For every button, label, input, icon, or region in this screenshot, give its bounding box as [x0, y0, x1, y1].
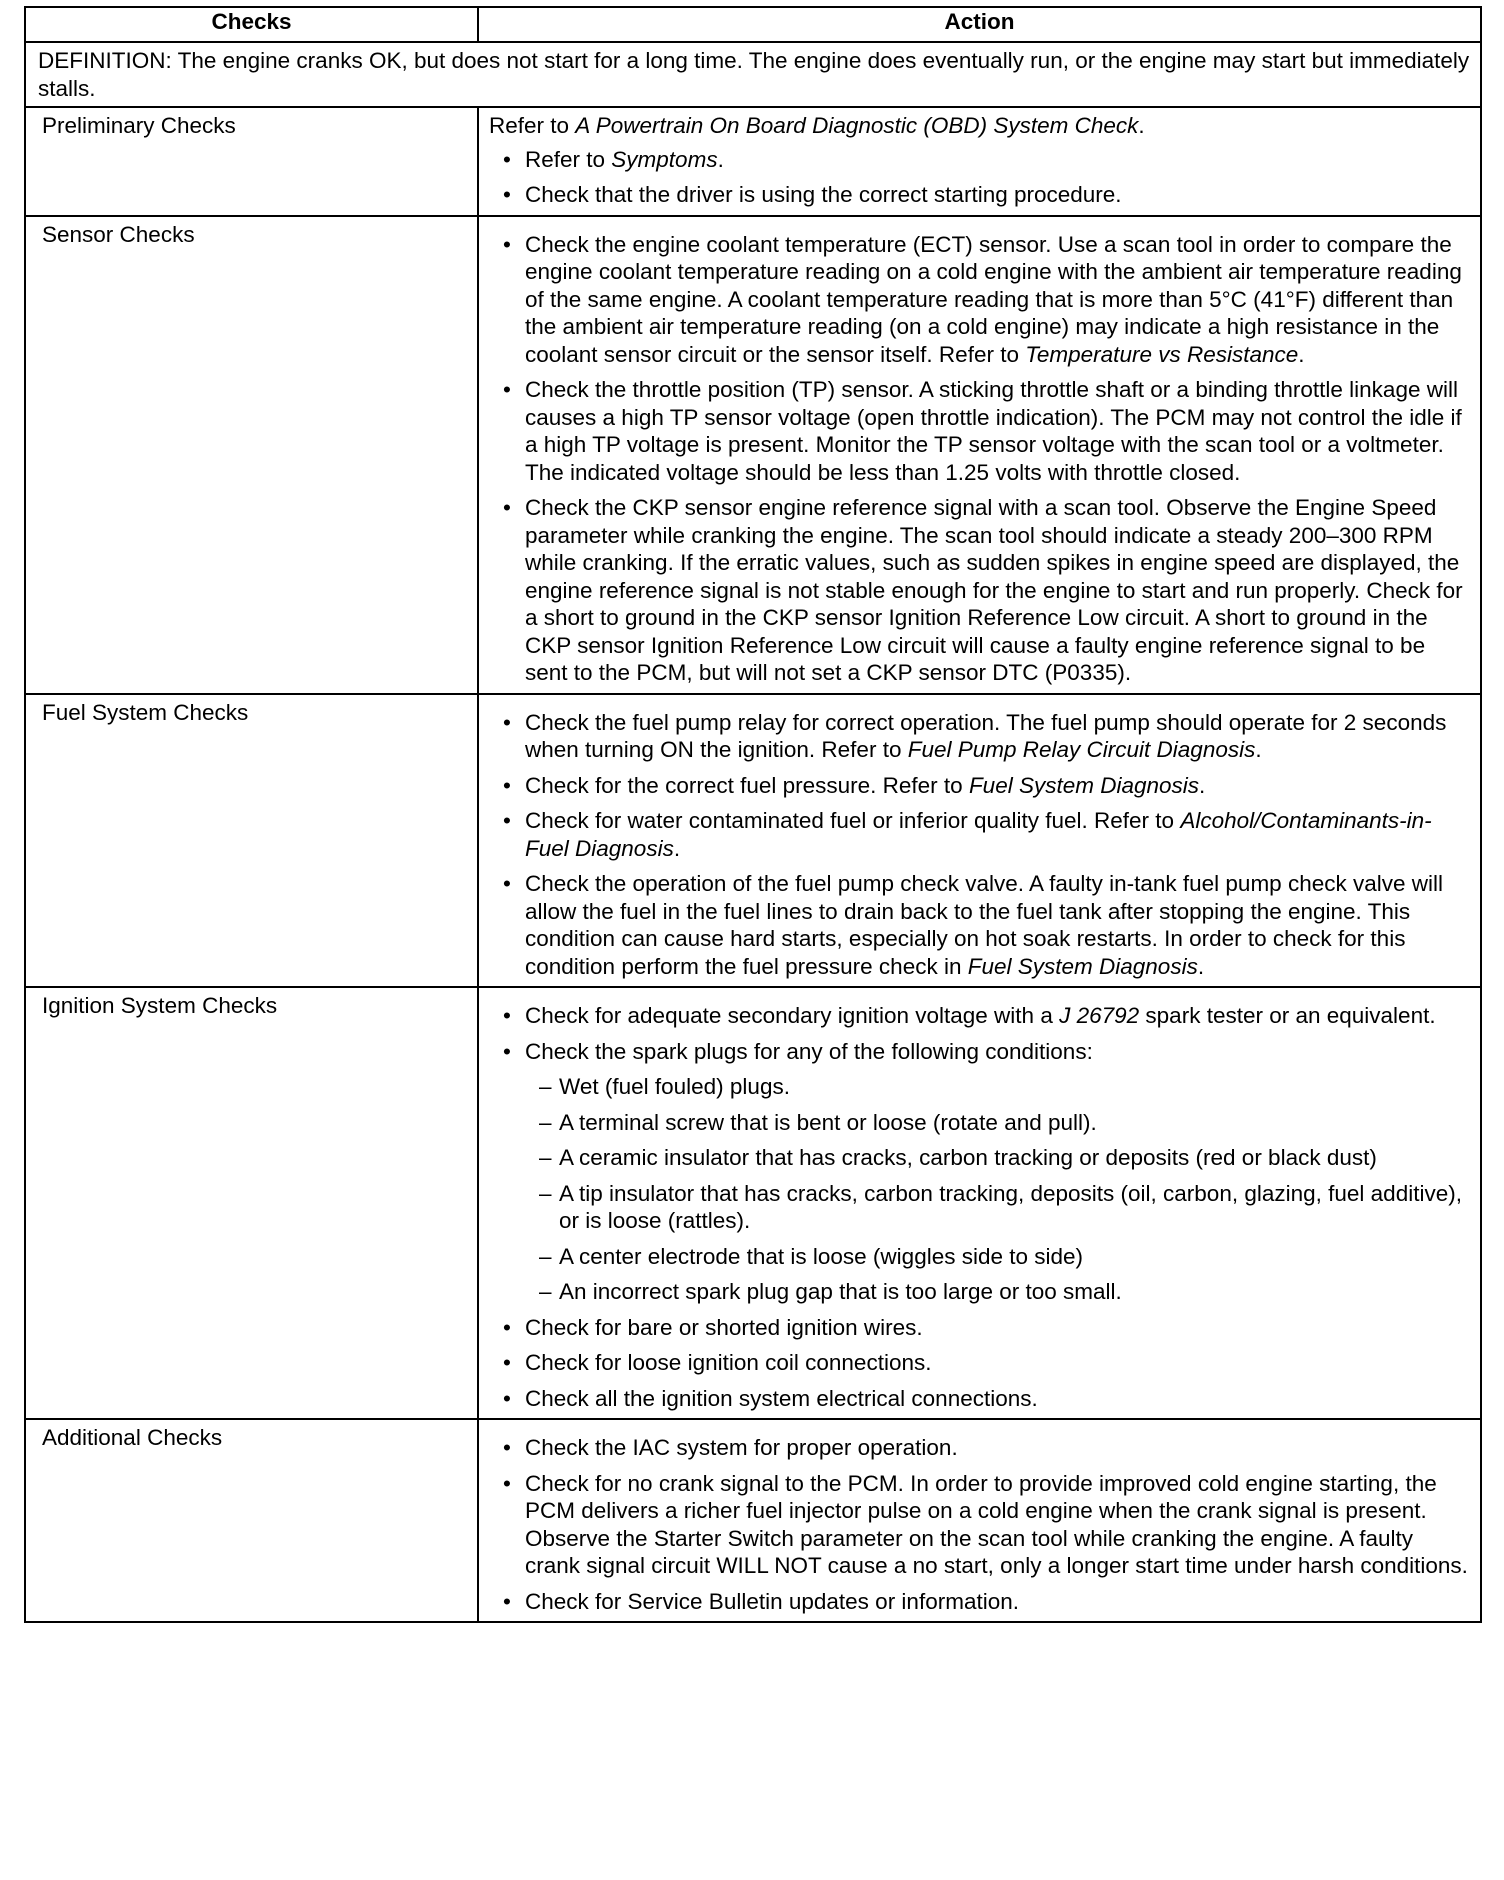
item-end: .: [673, 835, 681, 861]
ignition-system-checks-label: Ignition System Checks: [25, 987, 478, 1419]
bullet-icon: •: [503, 1038, 511, 1064]
intro-text: Refer to: [489, 113, 576, 138]
condition-text: Wet (fuel fouled) plugs.: [559, 1074, 790, 1099]
list-item: [489, 146, 1470, 174]
bullet-icon: •: [503, 772, 511, 798]
dash-icon: –: [539, 1109, 552, 1135]
condition-text: A terminal screw that is bent or loose (rotate and pull).: [559, 1109, 1097, 1135]
table-row-preliminary: [25, 107, 1481, 216]
dash-icon: –: [539, 1279, 552, 1304]
additional-checks-label: Additional Checks: [25, 1419, 478, 1622]
intro-end: .: [1138, 113, 1145, 138]
header-row: [25, 7, 1481, 42]
item-end: .: [1197, 953, 1205, 979]
item-text: Check the operation of the fuel pump check valve. A faulty in-tank fuel pump check valve will allow the fuel in the fuel lines to drain back to the fuel tank after stopping the engine. This condition can cause hard starts, especially on hot soak restarts. In order to check for this condition perform the fuel pressure check in: [525, 871, 1443, 979]
dash-icon: –: [539, 1074, 552, 1099]
ignition-list: [489, 1002, 1470, 1412]
bullet-icon: •: [503, 182, 511, 207]
list-item: [489, 709, 1470, 764]
bullet-icon: •: [503, 1314, 511, 1340]
condition-item: [525, 1109, 1470, 1137]
preliminary-checks-action: [478, 107, 1481, 216]
bullet-icon: •: [503, 709, 511, 735]
action-header: Action: [478, 7, 1481, 42]
bullet-icon: •: [503, 1435, 511, 1460]
table-row-fuel: [25, 694, 1481, 988]
bullet-icon: •: [503, 808, 511, 833]
item-text: Check the spark plugs for any of the following conditions:: [525, 1038, 1093, 1064]
list-item: [489, 807, 1470, 862]
item-text: Check the IAC system for proper operation.: [525, 1435, 958, 1460]
item-text: Check the engine coolant temperature (ECT) sensor. Use a scan tool in order to compare the engine coolant temperature reading on a cold engine with the ambient air temperature reading of the same engine. A coolant temperature reading that is more than 5°C (41°F) different than the ambient air temperature reading (on a cold engine) may indicate a high resistance in the coolant sensor circuit or the sensor itself. Refer to: [525, 231, 1462, 367]
item-end: .: [1298, 341, 1305, 367]
item-reference: Symptoms: [611, 146, 718, 172]
preliminary-intro: [489, 112, 1470, 140]
condition-text: A center electrode that is loose (wiggles side to side): [559, 1243, 1084, 1269]
bullet-icon: •: [503, 146, 511, 172]
item-end: .: [1255, 737, 1262, 762]
item-text: Check for water contaminated fuel or inferior quality fuel. Refer to: [525, 808, 1181, 833]
item-reference: Fuel System Diagnosis: [968, 772, 1200, 798]
list-item: [489, 1314, 1470, 1342]
condition-item: [525, 1073, 1470, 1101]
item-reference: Alcohol/Contaminants-in-Fuel Diagnosis: [525, 808, 1432, 861]
preliminary-checks-label: Preliminary Checks: [25, 107, 478, 216]
bullet-icon: •: [503, 1588, 511, 1614]
item-text: Refer to: [525, 146, 612, 172]
preliminary-list: [489, 146, 1470, 209]
bullet-icon: •: [503, 1350, 511, 1375]
bullet-icon: •: [503, 377, 511, 402]
list-item: [489, 870, 1470, 980]
bullet-icon: •: [503, 495, 511, 520]
condition-item: [525, 1180, 1470, 1235]
dash-icon: –: [539, 1180, 552, 1206]
list-item: [489, 1002, 1470, 1030]
table-row-ignition: [25, 987, 1481, 1419]
item-text: Check for no crank signal to the PCM. In order to provide improved cold engine starting, the PCM delivers a richer fuel injector pulse on a cold engine when the crank signal is present. Observe the Starter Switch parameter on the scan tool while cranking the engine. A faulty crank signal circuit WILL NOT cause a no start, only a longer start time under harsh conditions.: [525, 1470, 1468, 1578]
additional-checks-action: [478, 1419, 1481, 1622]
definition-row: [25, 42, 1481, 107]
sensor-checks-label: Sensor Checks: [25, 216, 478, 694]
condition-item: [525, 1243, 1470, 1271]
item-reference: Fuel Pump Relay Circuit Diagnosis: [907, 737, 1256, 762]
fuel-system-checks-action: [478, 694, 1481, 988]
item-text: Check all the ignition system electrical connections.: [525, 1385, 1038, 1411]
sensor-checks-action: [478, 216, 1481, 694]
item-reference: J 26792: [1059, 1003, 1140, 1028]
fuel-list: [489, 709, 1470, 981]
list-item: [489, 231, 1470, 369]
condition-text: A ceramic insulator that has cracks, carbon tracking or deposits (red or black dust): [559, 1145, 1377, 1170]
table-row-sensor: [25, 216, 1481, 694]
item-text: Check for the correct fuel pressure. Refer to: [525, 772, 969, 798]
bullet-icon: •: [503, 1003, 511, 1028]
condition-text: A tip insulator that has cracks, carbon tracking, deposits (oil, carbon, glazing, fuel additive), or is loose (rattles).: [559, 1180, 1462, 1233]
item-end: spark tester or an equivalent.: [1139, 1003, 1436, 1028]
table-row-additional: [25, 1419, 1481, 1622]
intro-reference: A Powertrain On Board Diagnostic (OBD) System Check: [575, 113, 1139, 138]
additional-list: [489, 1434, 1470, 1615]
bullet-icon: •: [503, 1385, 511, 1411]
list-item: [489, 376, 1470, 486]
condition-text: An incorrect spark plug gap that is too large or too small.: [559, 1279, 1122, 1304]
dash-icon: –: [539, 1243, 552, 1269]
list-item: [489, 772, 1470, 800]
document-page: [24, 6, 1480, 1623]
item-reference: Temperature vs Resistance: [1025, 341, 1299, 367]
ignition-system-checks-action: [478, 987, 1481, 1419]
bullet-icon: •: [503, 871, 511, 896]
item-reference: Fuel System Diagnosis: [967, 953, 1198, 979]
item-text: Check the throttle position (TP) sensor. A sticking throttle shaft or a binding throttle linkage will causes a high TP sensor voltage (open throttle indication). The PCM may not control the idle if a high TP voltage is present. Monitor the TP sensor voltage with the scan tool or a voltmeter. The indicated voltage should be less than 1.25 volts with throttle closed.: [525, 377, 1462, 485]
bullet-icon: •: [503, 1470, 511, 1496]
list-item: [489, 1349, 1470, 1377]
list-item: [489, 1385, 1470, 1413]
definition-text: DEFINITION: The engine cranks OK, but does not start for a long time. The engine does eventually run, or the engine may start but immediately stalls.: [25, 42, 1481, 107]
condition-item: [525, 1144, 1470, 1172]
list-item: [489, 181, 1470, 209]
item-text: Check for bare or shorted ignition wires.: [525, 1314, 923, 1340]
item-text: Check that the driver is using the correct starting procedure.: [525, 182, 1122, 207]
condition-item: [525, 1278, 1470, 1306]
item-end: .: [717, 146, 724, 172]
item-end: .: [1199, 772, 1206, 798]
list-item: [489, 1434, 1470, 1462]
item-text: Check for loose ignition coil connections.: [525, 1350, 932, 1375]
dash-icon: –: [539, 1145, 552, 1170]
item-text: Check for adequate secondary ignition voltage with a: [525, 1003, 1060, 1028]
diagnostic-table: [24, 6, 1482, 1623]
list-item: [489, 1588, 1470, 1616]
list-item: [489, 1470, 1470, 1580]
fuel-system-checks-label: Fuel System Checks: [25, 694, 478, 988]
list-item: [489, 1038, 1470, 1306]
bullet-icon: •: [503, 231, 511, 257]
sensor-list: [489, 231, 1470, 687]
item-text: Check the CKP sensor engine reference signal with a scan tool. Observe the Engine Speed parameter while cranking the engine. The scan tool should indicate a steady 200–300 RPM while cranking. If the erratic values, such as sudden spikes in engine speed are displayed, the engine reference signal is not stable enough for the engine to start and run properly. Check for a short to ground in the CKP sensor Ignition Reference Low circuit. A short to ground in the CKP sensor Ignition Reference Low circuit will cause a faulty engine reference signal to be sent to the PCM, but will not set a CKP sensor DTC (P0335).: [525, 495, 1463, 685]
list-item: [489, 494, 1470, 687]
item-text: Check for Service Bulletin updates or information.: [525, 1588, 1019, 1614]
checks-header: Checks: [25, 7, 478, 42]
spark-plug-conditions-list: [525, 1073, 1470, 1306]
item-text: Check the fuel pump relay for correct operation. The fuel pump should operate for 2 seconds when turning ON the ignition. Refer to: [525, 709, 1447, 762]
